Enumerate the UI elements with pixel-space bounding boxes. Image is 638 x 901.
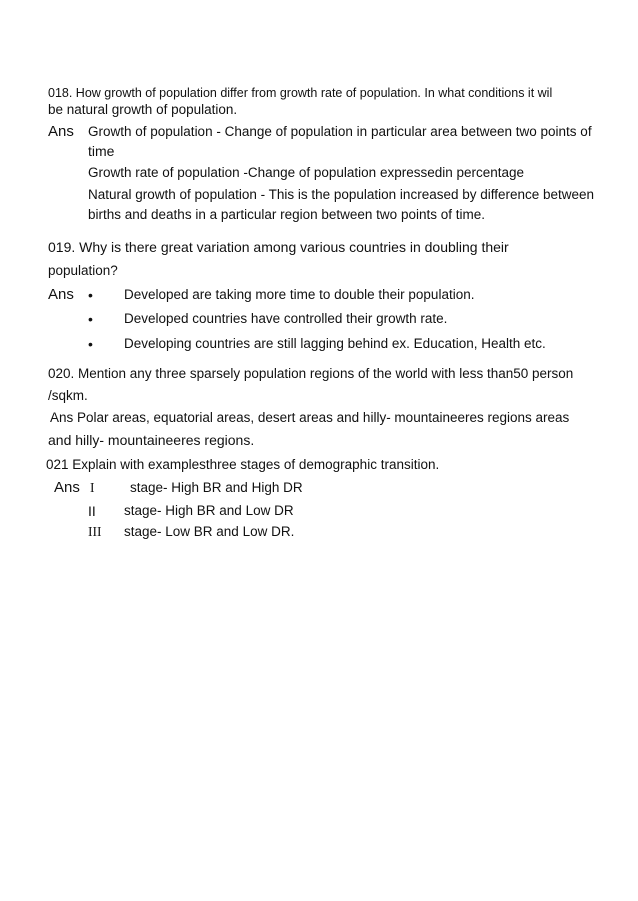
answer-18-line-3: Growth rate of population -Change of population expressedin percentage — [88, 165, 525, 180]
answer-18-label: Ans — [48, 123, 74, 140]
question-19-line-2: population? — [48, 263, 118, 278]
question-21-line-1: 021 Explain with examplesthree stages of demographic transition. — [46, 457, 440, 472]
answer-18-line-5: births and deaths in a particular region between two points of time. — [88, 207, 485, 222]
answer-19-bullet-1: Developed are taking more time to double their population. — [124, 287, 475, 302]
answer-20-line-2: and hilly- mountaineeres regions. — [48, 432, 255, 448]
stage-3-text: stage- Low BR and Low DR. — [124, 524, 295, 539]
question-20-line-1: 020. Mention any three sparsely population regions of the world with less than50 person — [48, 366, 574, 381]
stage-1-text: stage- High BR and High DR — [130, 480, 303, 495]
answer-18-line-1: Growth of population - Change of population in particular area between two points of — [88, 124, 592, 139]
question-18-line-2: be natural growth of population. — [48, 102, 238, 117]
answer-19-label: Ans — [48, 286, 74, 303]
answer-20-line-1: Ans Polar areas, equatorial areas, desert areas and hilly- mountaineeres regions areas — [50, 410, 570, 425]
stage-2-text: stage- High BR and Low DR — [124, 503, 294, 518]
question-19-line-1: 019. Why is there great variation among various countries in doubling their — [48, 239, 509, 255]
stage-numeral-1: I — [90, 480, 95, 495]
question-18-line-1: 018. How growth of population differ from growth rate of population. In what conditions it wil — [48, 86, 553, 100]
bullet-point: • — [88, 336, 93, 352]
stage-numeral-2: II — [88, 503, 96, 519]
answer-18-line-4: Natural growth of population - This is the population increased by difference between — [88, 187, 595, 202]
answer-18-line-2: time — [88, 143, 115, 159]
bullet-point: • — [88, 287, 93, 303]
question-20-line-2: /sqkm. — [48, 388, 88, 403]
bullet-point: • — [88, 311, 93, 327]
answer-19-bullet-3: Developing countries are still lagging behind ex. Education, Health etc. — [124, 336, 546, 351]
answer-21-label: Ans — [54, 479, 80, 496]
answer-19-bullet-2: Developed countries have controlled their growth rate. — [124, 311, 448, 326]
stage-numeral-3: III — [88, 524, 102, 539]
